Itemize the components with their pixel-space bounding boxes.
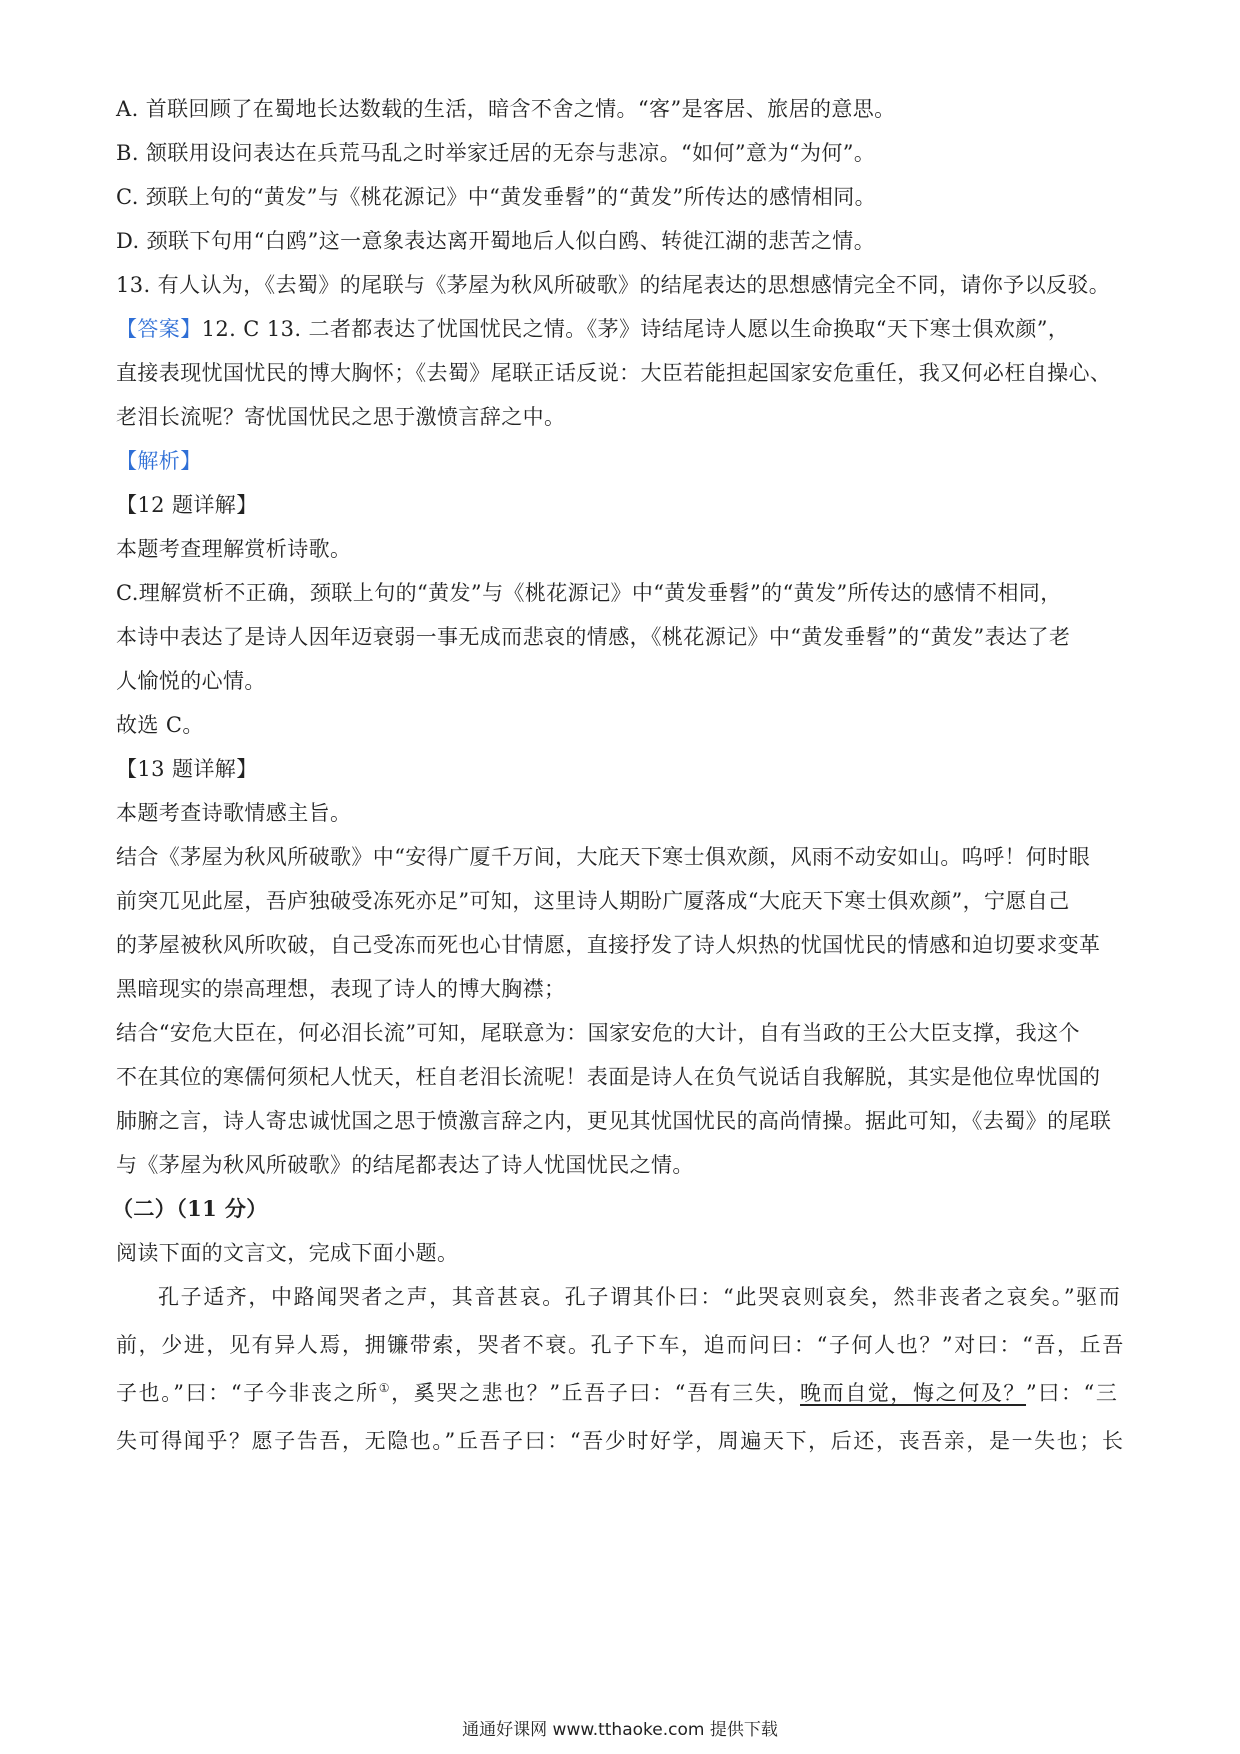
option-c: C. 颈联上句的“黄发”与《桃花源记》中“黄发垂髫”的“黄发”所传达的感情相同。 <box>116 185 877 209</box>
option-b: B. 颔联用设问表达在兵荒马乱之时举家迁居的无奈与悲凉。“如何”意为“为何”。 <box>116 141 876 165</box>
q13-detail-line-6: 结合“安危大臣在，何必泪长流”可知，尾联意为：国家安危的大计，自有当政的王公大臣支撑，我这个 <box>116 1021 1080 1045</box>
page-footer: 通通好课网 www.tthaoke.com 提供下载 <box>462 1720 778 1740</box>
q12-detail-line-2: C.理解赏析不正确，颈联上句的“黄发”与《桃花源记》中“黄发垂髫”的“黄发”所传达的感情不相同， <box>116 581 1062 605</box>
answer-tag: 【答案】 <box>116 317 202 341</box>
analysis-tag: 【解析】 <box>116 449 202 473</box>
q13-detail-line-9: 与《茅屋为秋风所破歌》的结尾都表达了诗人忧国忧民之情。 <box>116 1153 694 1177</box>
q13-detail-line-5: 黑暗现实的崇高理想，表现了诗人的博大胸襟； <box>116 977 566 1001</box>
q13-detail-line-1: 本题考查诗歌情感主旨。 <box>116 801 352 825</box>
classical-text-line-2: 前，少进，见有异人焉，拥镰带索，哭者不衰。孔子下车，追而问曰：“子何人也？”对曰：“吾，丘吾 <box>116 1333 1125 1357</box>
q13-detail-line-7: 不在其位的寒儒何须杞人忧天，枉自老泪长流呢！表面是诗人在负气说话自我解脱，其实是他位卑忧国的 <box>116 1065 1101 1089</box>
footnote-marker: ① <box>378 1381 392 1395</box>
q12-detail-line-4: 人愉悦的心情。 <box>116 669 266 693</box>
q13-detail-line-2: 结合《茅屋为秋风所破歌》中“安得广厦千万间，大庇天下寒士俱欢颜，风雨不动安如山。呜呼！何时眼 <box>116 845 1091 869</box>
classical-text-3a: 子也。”曰：“子今非丧之所 <box>116 1381 379 1405</box>
answer-line-2: 直接表现忧国忧民的博大胸怀；《去蜀》尾联正话反说：大臣若能担起国家安危重任，我又何必枉自操心、 <box>116 361 1112 385</box>
q13-detail-heading: 【13 题详解】 <box>116 757 258 781</box>
answer-text-1: 12. C 13. 二者都表达了忧国忧民之情。《茅》诗结尾诗人愿以生命换取“天下寒士俱欢颜”， <box>201 317 1070 341</box>
classical-text-line-1: 孔子适齐，中路闻哭者之声，其音甚哀。孔子谓其仆曰：“此哭哀则哀矣，然非丧者之哀矣。”驱而 <box>158 1285 1122 1309</box>
classical-text-3b: ，奚哭之悲也？”丘吾子曰：“吾有三失， <box>391 1381 801 1405</box>
classical-text-line-3 <box>116 1378 1126 1408</box>
q13-detail-line-4: 的茅屋被秋风所吹破，自己受冻而死也心甘情愿，直接抒发了诗人炽热的忧国忧民的情感和迫切要求变革 <box>116 933 1101 957</box>
answer-line-3: 老泪长流呢？寄忧国忧民之思于激愤言辞之中。 <box>116 405 566 429</box>
q12-detail-line-3: 本诗中表达了是诗人因年迈衰弱一事无成而悲哀的情感，《桃花源记》中“黄发垂髫”的“黄发”表达了老 <box>116 625 1071 649</box>
q13-detail-line-3: 前突兀见此屋，吾庐独破受冻死亦足”可知，这里诗人期盼广厦落成“大庇天下寒士俱欢颜”，宁愿自己 <box>116 889 1070 913</box>
section-2-heading: （二）（11 分） <box>112 1196 268 1221</box>
q13-detail-line-8: 肺腑之言，诗人寄忠诚忧国之思于愤激言辞之内，更见其忧国忧民的高尚情操。据此可知，《去蜀》的尾联 <box>116 1109 1112 1133</box>
classical-text-3c: ”曰：“三 <box>1026 1381 1119 1405</box>
question-13: 13. 有人认为，《去蜀》的尾联与《茅屋为秋风所破歌》的结尾表达的思想感情完全不同，请你予以反驳。 <box>116 273 1111 297</box>
option-d: D. 颈联下句用“白鸥”这一意象表达离开蜀地后人似白鸥、转徙江湖的悲苦之情。 <box>116 229 876 253</box>
section-2-instruction: 阅读下面的文言文，完成下面小题。 <box>116 1241 459 1265</box>
q12-detail-line-5: 故选 C。 <box>116 713 204 737</box>
q12-detail-line-1: 本题考查理解赏析诗歌。 <box>116 537 352 561</box>
answer-line-1 <box>116 314 1126 344</box>
q12-detail-heading: 【12 题详解】 <box>116 493 258 517</box>
option-a: A. 首联回顾了在蜀地长达数载的生活，暗含不舍之情。“客”是客居、旅居的意思。 <box>116 97 896 121</box>
underlined-sentence: 晚而自觉，悔之何及？ <box>800 1381 1027 1405</box>
classical-text-line-4: 失可得闻乎？愿子告吾，无隐也。”丘吾子曰：“吾少时好学，周遍天下，后还，丧吾亲，是一失也；长 <box>116 1429 1125 1453</box>
